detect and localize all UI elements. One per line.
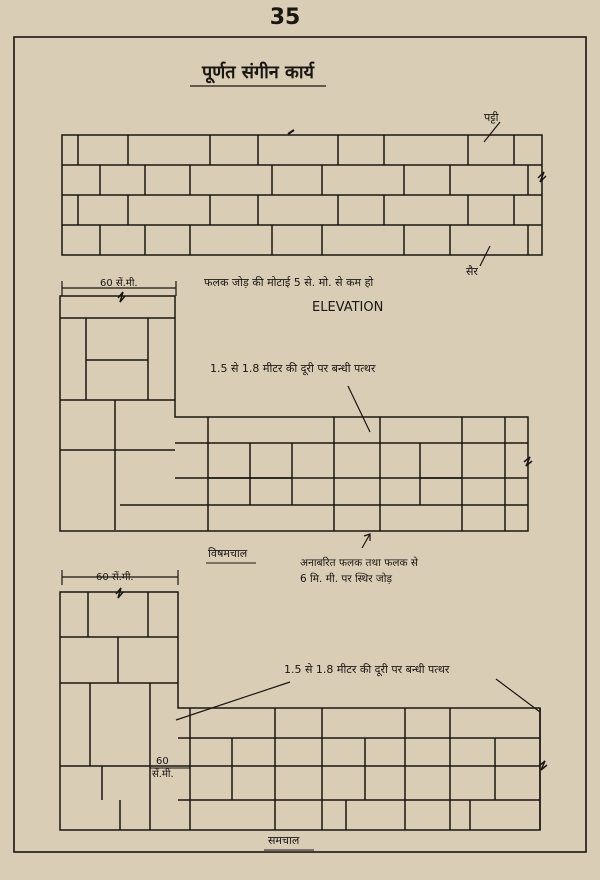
english-bond-wall <box>60 292 532 531</box>
dimension-label: 60 सें.मी. <box>96 572 134 583</box>
pier-blocks <box>60 318 175 530</box>
bond-stone-note: 1.5 से 1.8 मीटर की दूरी पर बन्धी पत्थर <box>210 362 376 375</box>
label-sair: सैर <box>466 265 478 278</box>
label-patti: पट्टी <box>484 111 499 124</box>
course-2-joints <box>100 165 528 195</box>
page-number: 35 <box>269 5 301 30</box>
flemish-bond-wall <box>60 588 547 830</box>
bond-stone-leader-right <box>496 679 540 712</box>
inner-dim-unit: सें.मी. <box>152 769 174 780</box>
elevation-caption: ELEVATION <box>312 300 384 315</box>
inner-dim-value: 60 <box>156 756 169 767</box>
english-bond-caption: विषमचाल <box>208 547 248 560</box>
course-3-joints <box>78 195 514 225</box>
break-mark <box>116 588 123 598</box>
leader-patti <box>484 122 500 142</box>
joint-arrow <box>362 534 370 548</box>
elevation-wall <box>62 135 546 255</box>
dimension-label: 60 सें.मी. <box>100 278 138 289</box>
joint-thickness-note: फलक जोड़ की मोटाई 5 से. मो. से कम हो <box>204 276 374 289</box>
page-title: पूर्णत संगीन कार्य <box>202 62 314 83</box>
tick-mark <box>288 130 294 134</box>
break-mark <box>118 292 125 302</box>
bond-stone-note: 1.5 से 1.8 मीटर की दूरी पर बन्धी पत्थर <box>284 663 450 676</box>
joint-note-line-1: अनाबरित फलक तथा फलक से <box>300 557 418 569</box>
wall-outline <box>60 592 540 830</box>
page-border <box>14 37 586 852</box>
bond-stone-leader-left <box>176 682 290 720</box>
courses <box>120 443 528 505</box>
break-mark <box>538 172 546 182</box>
pier-blocks <box>60 592 540 830</box>
bond-stone-leader <box>348 386 370 432</box>
break-mark <box>524 457 532 466</box>
wall-outline <box>60 296 528 531</box>
course-1-joints <box>78 135 514 165</box>
joint-note-line-2: 6 मि. मी. पर स्थिर जोड़ <box>300 573 393 585</box>
course-4-joints <box>100 225 528 255</box>
block-joints <box>208 417 505 531</box>
block-joints <box>190 708 540 830</box>
leader-sair <box>480 246 490 266</box>
flemish-bond-caption: समचाल <box>268 834 300 847</box>
